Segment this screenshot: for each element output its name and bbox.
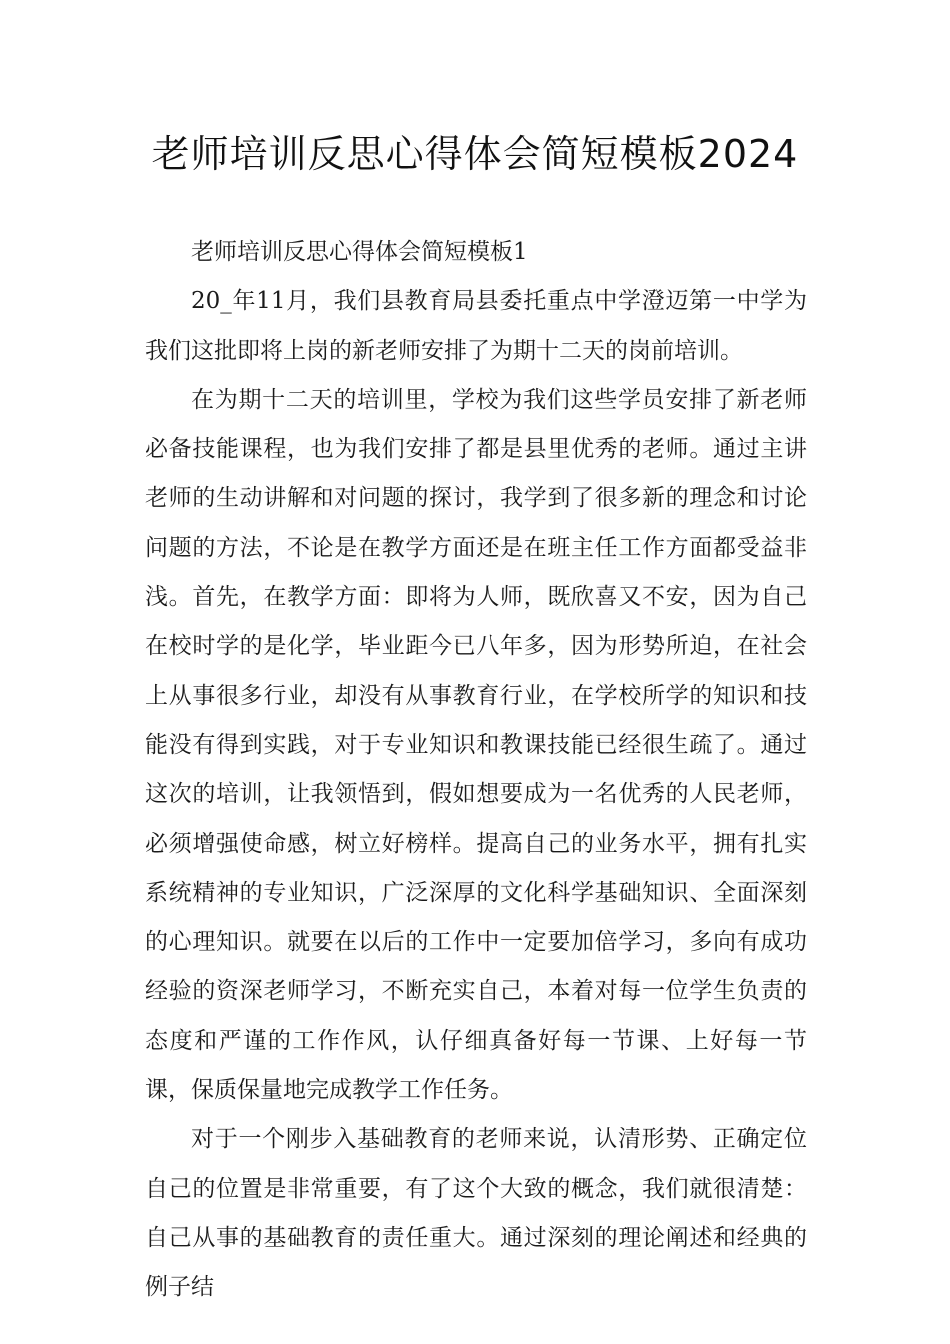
section-heading: 老师培训反思心得体会简短模板1 bbox=[191, 239, 528, 265]
paragraph: 在为期十二天的培训里，学校为我们这些学员安排了新老师必备技能课程，也为我们安排了都是县里优秀的老师。通过主讲老师的生动讲解和对问题的探讨，我学到了很多新的理念和讨论问题的方法，不论是在教学方面还是在班主任工作方面都受益非浅。首先，在教学方面：即将为人师，既欣喜又不安，因为自己在校时学的是化学，毕业距今已八年多，因为形势所迫，在社会上从事很多行业，却没有从事教育行业，在学校所学的知识和技能没有得到实践，对于专业知识和教课技能已经很生疏了。通过这次的培训，让我领悟到，假如想要成为一名优秀的人民老师，必须增强使命感，树立好榜样。提高自己的业务水平，拥有扎实系统精神的专业知识，广泛深厚的文化科学基础知识、全面深刻的心理知识。就要在以后的工作中一定要加倍学习，多向有成功经验的资深老师学习，不断充实自己，本着对每一位学生负责的态度和严谨的工作作风，认仔细真备好每一节课、上好每一节课，保质保量地完成教学工作任务。 bbox=[145, 386, 807, 1104]
document-body bbox=[145, 228, 807, 1313]
paragraph: 对于一个刚步入基础教育的老师来说，认清形势、正确定位自己的位置是非常重要，有了这个大致的概念，我们就很清楚：自己从事的基础教育的责任重大。通过深刻的理论阐述和经典的例子结 bbox=[145, 1126, 807, 1301]
document-title: 老师培训反思心得体会简短模板2024 bbox=[151, 132, 799, 176]
paragraph: 20_年11月，我们县教育局县委托重点中学澄迈第一中学为我们这批即将上岗的新老师安排了为期十二天的岗前培训。 bbox=[145, 288, 807, 364]
